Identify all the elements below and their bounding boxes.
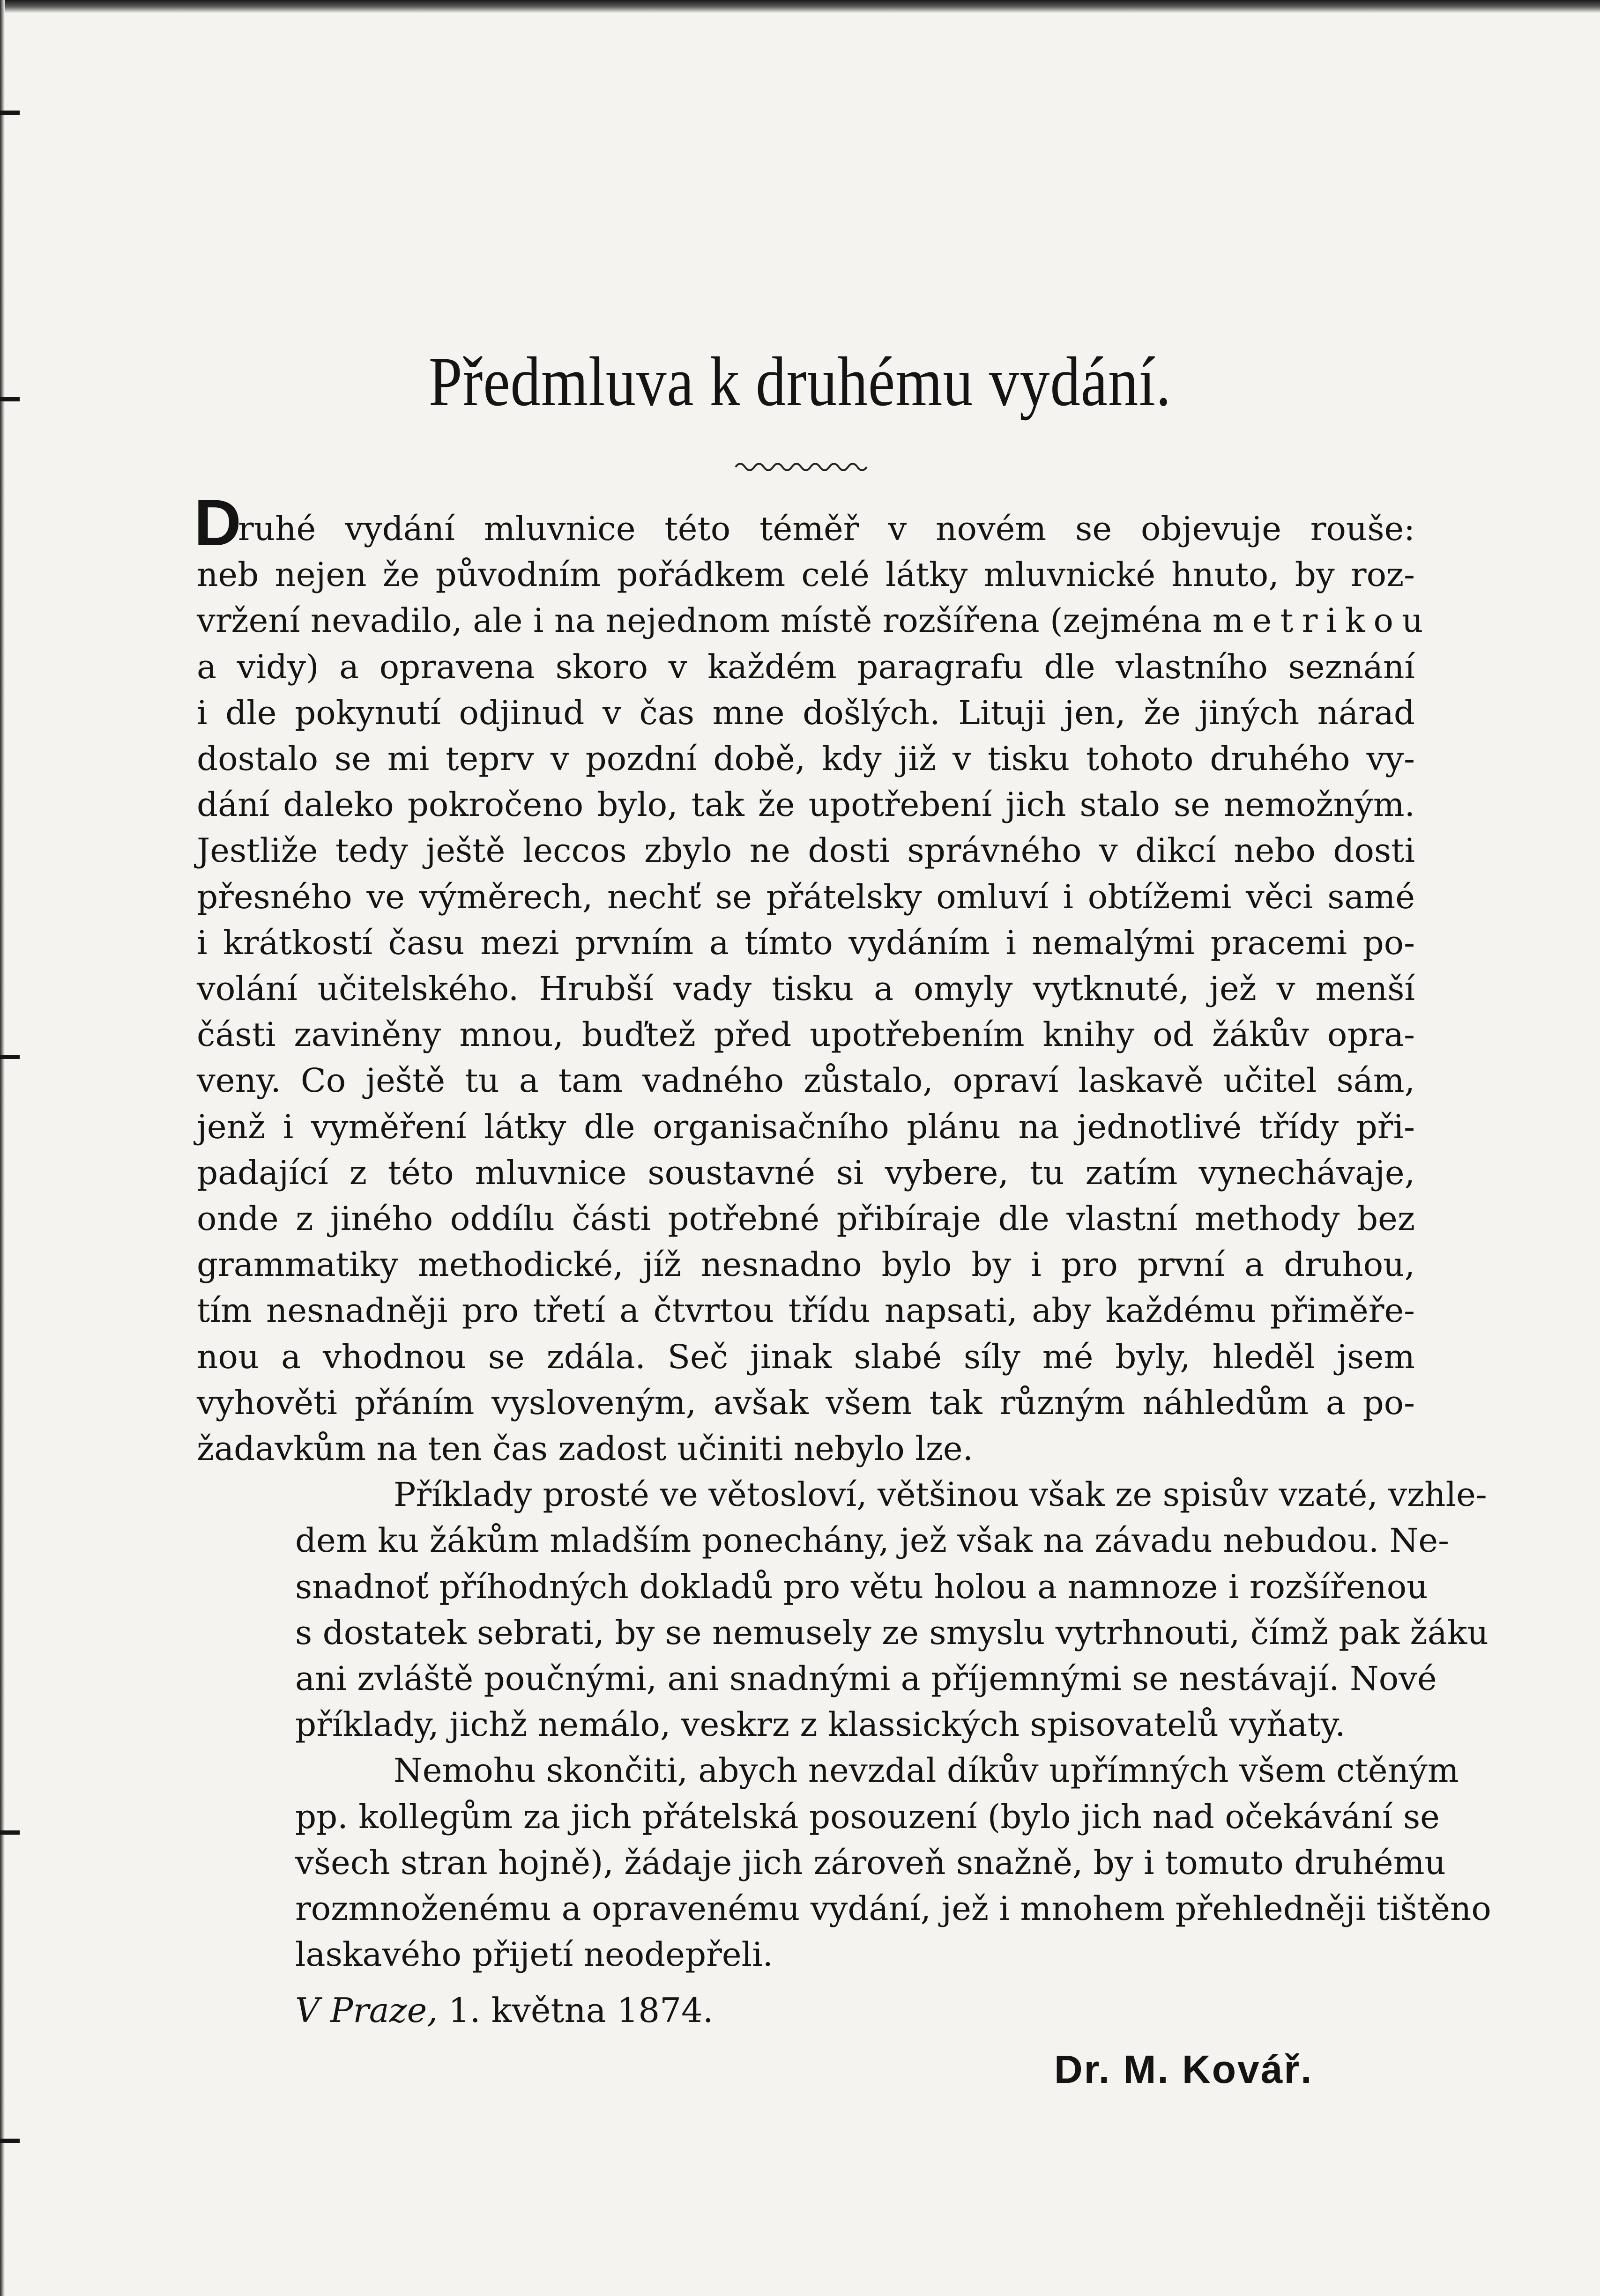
text-line: laskavého přijetí neodepřeli. [295,1935,774,1974]
first-line-text: ruhé vydání mluvnice této téměř v novém se objevuje rouše: [238,510,1415,548]
text-line: veny. Co ještě tu a tam vadného zůstalo, opraví laskavě učitel sám, [197,1061,1415,1100]
text-line: pp. kollegům za jich přátelská posouzení (bylo jich nad očekávání se [295,1797,1440,1836]
text-line [197,598,1432,644]
margin-mark [0,397,20,401]
text-line: vyhověti přáním vysloveným, avšak všem tak různým náhledům a po- [197,1383,1415,1422]
text-line: rozmnoženému a opravenému vydání, jež i mnohem přehledněji tištěno [295,1889,1491,1928]
paragraph-1 [194,486,1432,1472]
page-edge-left [0,0,5,2296]
signature: Dr. M. Kovář. [1054,2047,1313,2091]
text-line: části zaviněny mnou, buďtež před upotřebením knihy od žákův opra- [197,1015,1415,1054]
text-line: a vidy) a opravena skoro v každém paragrafu dle vlastního seznání [197,647,1415,686]
body-text [194,486,1491,1978]
text-line: s dostatek sebrati, by se nemusely ze smyslu vytrhnouti, čímž pak žáku [295,1613,1488,1652]
margin-mark [0,1055,20,1059]
text-line: Příklady prosté ve větosloví, většinou však ze spisův vzaté, vzhle- [394,1475,1487,1514]
text-line: příklady, jichž nemálo, veskrz z klassických spisovatelů vyňaty. [295,1705,1346,1744]
first-line [194,486,1415,559]
text-line: tím nesnadněji pro třetí a čtvrtou třídu napsati, aby každému přiměře- [197,1291,1415,1330]
drop-cap: D [194,486,242,559]
text-line: Jestliže tedy ještě leccos zbylo ne dosti správného v dikcí nebo dosti [197,831,1415,870]
text-line: ani zvláště poučnými, ani snadnými a příjemnými se nestávají. Nové [295,1659,1437,1698]
text-line: volání učitelského. Hrubší vady tisku a omyly vytknuté, jež v menší [197,970,1415,1008]
margin-mark [0,1830,20,1835]
title-ornament [731,457,871,474]
paragraph-2 [197,1472,1488,1748]
text-line: Nemohu skončiti, abych nevzdal díkův upřímných všem ctěným [394,1751,1459,1790]
text-line: nou a vhodnou se zdála. Seč jinak slabé síly mé byly, hleděl jsem [197,1337,1415,1376]
margin-mark [0,2139,20,2143]
text-line: dání daleko pokročeno bylo, tak že upotřebení jich stalo se nemožným. [197,785,1415,824]
text-line: padající z této mluvnice soustavné si vybere, tu zatím vynechávaje, [197,1153,1415,1192]
emphasized-word: metrikou [1212,601,1432,640]
text-line: žadavkům na ten čas zadost učiniti nebylo lze. [197,1429,974,1468]
text-line: jenž i vyměření látky dle organisačního plánu na jednotlivé třídy při- [197,1107,1415,1146]
text-line: přesného ve výměrech, nechť se přátelsky omluví i obtížemi věci samé [197,877,1415,916]
text-line-part: vržení nevadilo, ale i na nejednom místě rozšířena (zejména [197,601,1202,640]
page-edge-top [0,0,1600,13]
text-line: snadnoť příhodných dokladů pro větu holou a namnoze i rozšířenou [295,1567,1428,1606]
text-line: všech stran hojně), žádaje jich zároveň snažně, by i tomuto druhému [295,1843,1446,1882]
text-line: dem ku žákům mladším ponechány, jež však na závadu nebudou. Ne- [295,1521,1449,1560]
page-title: Předmluva k druhému vydání. [428,343,1172,421]
text-line: neb nejen že původním pořádkem celé látky mluvnické hnuto, by roz- [197,555,1415,594]
text-line: onde z jiného oddílu části potřebné přibíraje dle vlastní methody bez [197,1200,1415,1238]
text-line: i krátkostí času mezi prvním a tímto vydáním i nemalými pracemi po- [197,923,1415,962]
dateline-place: V Praze, [295,1991,438,2030]
text-line: i dle pokynutí odjinud v čas mne došlých. Lituji jen, že jiných nárad [197,693,1415,732]
paragraph-3 [197,1748,1491,1978]
dateline [295,1991,714,2030]
margin-mark [0,111,20,115]
text-line: grammatiky methodické, jíž nesnadno bylo by i pro první a druhou, [197,1245,1415,1284]
dateline-date: 1. května 1874. [448,1991,714,2030]
text-line: dostalo se mi teprv v pozdní době, kdy již v tisku tohoto druhého vy- [197,740,1415,778]
